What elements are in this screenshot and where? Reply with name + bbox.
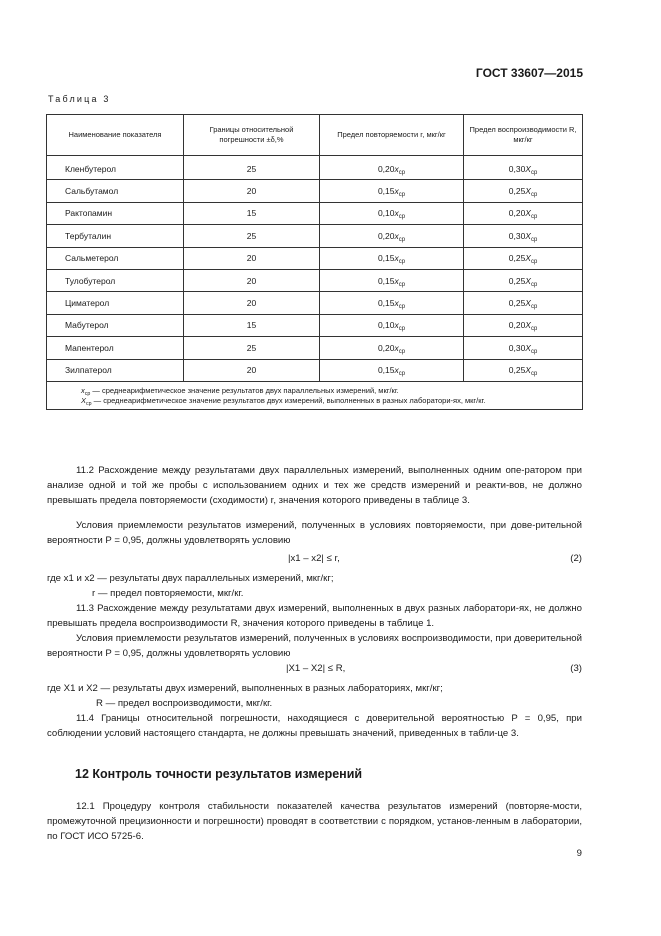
equation-number-3: (3): [570, 663, 582, 674]
section-12-heading: 12 Контроль точности результатов измерений: [75, 767, 363, 781]
col-r-header: Предел повторяемости r, мкг/кг: [320, 115, 464, 156]
paragraph-11-3: 11.3 Расхождение между результатами двух измерений, выполненных в двух разных лаборатори-ях, не должно превышать предела воспроизводимости R, значения которого приведены в таблице 1.: [47, 603, 582, 630]
col-R-header: Предел воспроизводимости R, мкг/кг: [464, 115, 583, 156]
cell-delta: 15: [184, 314, 320, 336]
formula-2: |x1 – x2| ≤ r,: [288, 553, 340, 564]
cell-delta: 20: [184, 359, 320, 381]
cell-delta: 25: [184, 156, 320, 180]
cell-delta: 20: [184, 247, 320, 269]
cell-r: $0,10x_{ср}$: [320, 314, 464, 336]
cell-name: Сальметерол: [47, 247, 184, 269]
cell-name: Тербуталин: [47, 225, 184, 247]
paragraph-11-2-conditions: Условия приемлемости результатов измерений, полученных в условиях повторяемости, при дове-рительной вероятности P = 0,95, должны удовлетворять условию: [47, 520, 582, 547]
cell-R: $0,25X_{ср}$: [464, 180, 583, 202]
col-name-header: Наименование показателя: [47, 115, 184, 156]
cell-R: $0,30X_{ср}$: [464, 156, 583, 180]
paragraph-12-1: 12.1 Процедуру контроля стабильности показателей качества результатов измерений (повторяе-мости, промежуточной прецизионности и погрешности) проводят в соответствии с порядком, установ-ленным в лаборатории, по ГОСТ ИСО 5725-6.: [47, 801, 582, 843]
cell-R: $0,25X_{ср}$: [464, 292, 583, 314]
table-row: [47, 247, 583, 269]
cell-delta: 20: [184, 269, 320, 291]
table-row: [47, 314, 583, 336]
cell-name: Сальбутамол: [47, 180, 184, 202]
where-3-a: где X1 и X2 — результаты двух измерений, выполненных в разных лабораториях, мкг/кг;: [47, 683, 443, 694]
note-xcp: $x_{ср}$ — среднеарифметическое значение результатов двух параллельных измерений, мкг/кг.: [81, 385, 399, 397]
page-number: 9: [576, 848, 582, 859]
table-row: [47, 225, 583, 247]
where-2-a: где x1 и x2 — результаты двух параллельных измерений, мкг/кг;: [47, 573, 334, 584]
cell-delta: 25: [184, 337, 320, 359]
table-notes-row: [47, 381, 583, 410]
cell-R: $0,30X_{ср}$: [464, 225, 583, 247]
cell-name: Кленбутерол: [47, 156, 184, 180]
table-notes: [47, 381, 583, 410]
note-Xcp: $X_{ср}$ — среднеарифметическое значение результатов двух измерений, выполненных в разных лаборатори-ях, мкг/кг.: [81, 395, 486, 407]
cell-delta: 25: [184, 225, 320, 247]
cell-r: $0,20x_{ср}$: [320, 156, 464, 180]
cell-r: $0,15x_{ср}$: [320, 269, 464, 291]
cell-r: $0,10x_{ср}$: [320, 202, 464, 224]
cell-r: $0,15x_{ср}$: [320, 292, 464, 314]
cell-delta: 15: [184, 202, 320, 224]
table-row: [47, 359, 583, 381]
paragraph-11-3-conditions: Условия приемлемости результатов измерений, полученных в условиях воспроизводимости, при доверительной вероятности P = 0,95, должны удовлетворять условию: [47, 633, 582, 660]
cell-name: Мабутерол: [47, 314, 184, 336]
paragraph-11-2: 11.2 Расхождение между результатами двух параллельных измерений, выполненных одним опе-ратором при анализе одной и той же пробы с использованием одних и тех же средств измерений и реакти-вов, не должно превышать предела повторяемости (сходимости) r, значения которого приведены в таблице 3.: [47, 465, 582, 507]
table-row: [47, 269, 583, 291]
cell-name: Тулобутерол: [47, 269, 184, 291]
table-row: [47, 180, 583, 202]
cell-name: Мапентерол: [47, 337, 184, 359]
table-row: [47, 156, 583, 180]
cell-delta: 20: [184, 292, 320, 314]
cell-r: $0,15x_{ср}$: [320, 247, 464, 269]
paragraph-11-4: 11.4 Границы относительной погрешности, находящиеся с доверительной вероятностью P = 0,95, при соблюдении условий настоящего стандарта, не должны превышать значений, приведенных в табли-це 3.: [47, 713, 582, 740]
table-caption: Таблица 3: [48, 94, 111, 104]
cell-R: $0,25X_{ср}$: [464, 359, 583, 381]
table-row: [47, 337, 583, 359]
cell-r: $0,20x_{ср}$: [320, 225, 464, 247]
where-3-b: R — предел воспроизводимости, мкг/кг.: [96, 698, 273, 709]
cell-R: $0,30X_{ср}$: [464, 337, 583, 359]
cell-r: $0,15x_{ср}$: [320, 180, 464, 202]
table-row: [47, 202, 583, 224]
cell-R: $0,20X_{ср}$: [464, 314, 583, 336]
limits-table: [46, 114, 583, 410]
standard-number: ГОСТ 33607—2015: [475, 66, 583, 80]
col-delta-header: Границы относительной погрешности ±δ,%: [184, 115, 320, 156]
cell-r: $0,20x_{ср}$: [320, 337, 464, 359]
where-2-b: r — предел повторяемости, мкг/кг.: [92, 588, 244, 599]
formula-3: |X1 – X2| ≤ R,: [286, 663, 346, 674]
cell-r: $0,15x_{ср}$: [320, 359, 464, 381]
cell-R: $0,25X_{ср}$: [464, 269, 583, 291]
table-header-row: [47, 115, 583, 156]
equation-number-2: (2): [570, 553, 582, 564]
cell-R: $0,25X_{ср}$: [464, 247, 583, 269]
cell-R: $0,20X_{ср}$: [464, 202, 583, 224]
cell-name: Рактопамин: [47, 202, 184, 224]
cell-name: Циматерол: [47, 292, 184, 314]
cell-name: Зилпатерол: [47, 359, 184, 381]
cell-delta: 20: [184, 180, 320, 202]
table-row: [47, 292, 583, 314]
